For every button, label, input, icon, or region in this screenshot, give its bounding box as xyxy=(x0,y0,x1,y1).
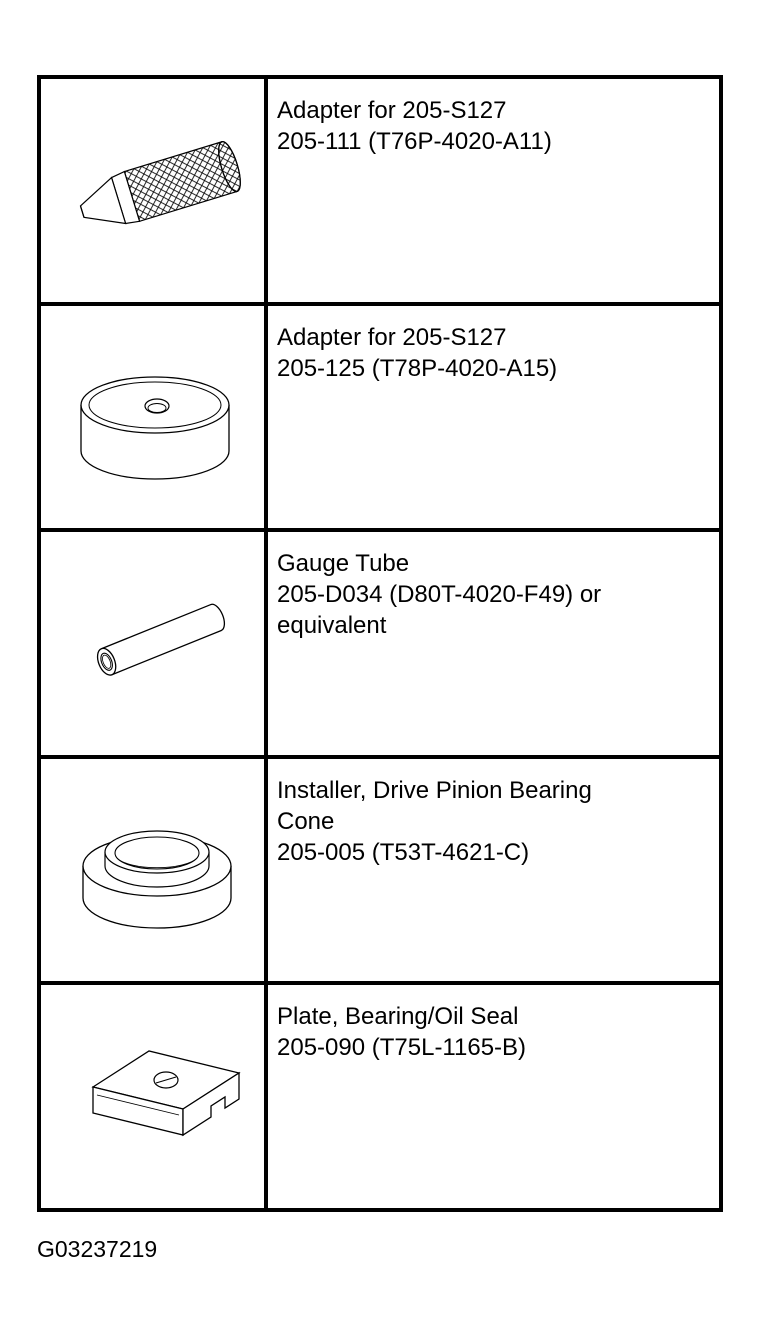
tool-row-seal-plate xyxy=(41,985,719,1208)
seal-plate-icon xyxy=(53,1007,253,1187)
tool-name: Adapter for 205-S127 xyxy=(277,323,507,351)
tool-description xyxy=(268,79,719,302)
gauge-tube-icon xyxy=(53,553,253,733)
tool-row-adapter-205-111 xyxy=(41,79,719,306)
figure-id: G03237219 xyxy=(37,1236,158,1262)
tool-name: Installer, Drive Pinion Bearing xyxy=(277,776,592,804)
tool-name: Adapter for 205-S127 xyxy=(277,97,507,124)
tool-description xyxy=(268,759,719,982)
special-tools-table xyxy=(37,75,723,1212)
knurled-adapter-icon xyxy=(53,100,253,280)
tool-note: equivalent xyxy=(277,612,387,640)
tool-part-number: 205-D034 (D80T-4020-F49) or xyxy=(277,581,602,609)
tool-part-number: 205-005 (T53T-4621-C) xyxy=(277,838,530,866)
tool-description xyxy=(268,306,719,529)
tool-description xyxy=(268,985,719,1208)
tool-row-gauge-tube xyxy=(41,532,719,759)
tool-part-number: 205-090 (T75L-1165-B) xyxy=(277,1034,527,1062)
tool-description xyxy=(268,532,719,755)
disc-adapter-icon xyxy=(53,327,253,507)
tool-illustration-cell xyxy=(41,306,268,529)
tool-illustration-cell xyxy=(41,985,268,1208)
tool-illustration-cell xyxy=(41,759,268,982)
tool-illustration-cell xyxy=(41,79,268,302)
tool-row-adapter-205-125 xyxy=(41,306,719,533)
tool-name-continued: Cone xyxy=(277,807,335,835)
tool-part-number: 205-125 (T78P-4020-A15) xyxy=(277,354,558,382)
tool-row-bearing-cone-installer xyxy=(41,759,719,986)
tool-illustration-cell xyxy=(41,532,268,755)
bearing-cone-installer-icon xyxy=(53,780,253,960)
tool-name: Gauge Tube xyxy=(277,550,410,578)
tool-part-number: 205-111 (T76P-4020-A11) xyxy=(277,128,552,155)
tool-name: Plate, Bearing/Oil Seal xyxy=(277,1003,519,1031)
